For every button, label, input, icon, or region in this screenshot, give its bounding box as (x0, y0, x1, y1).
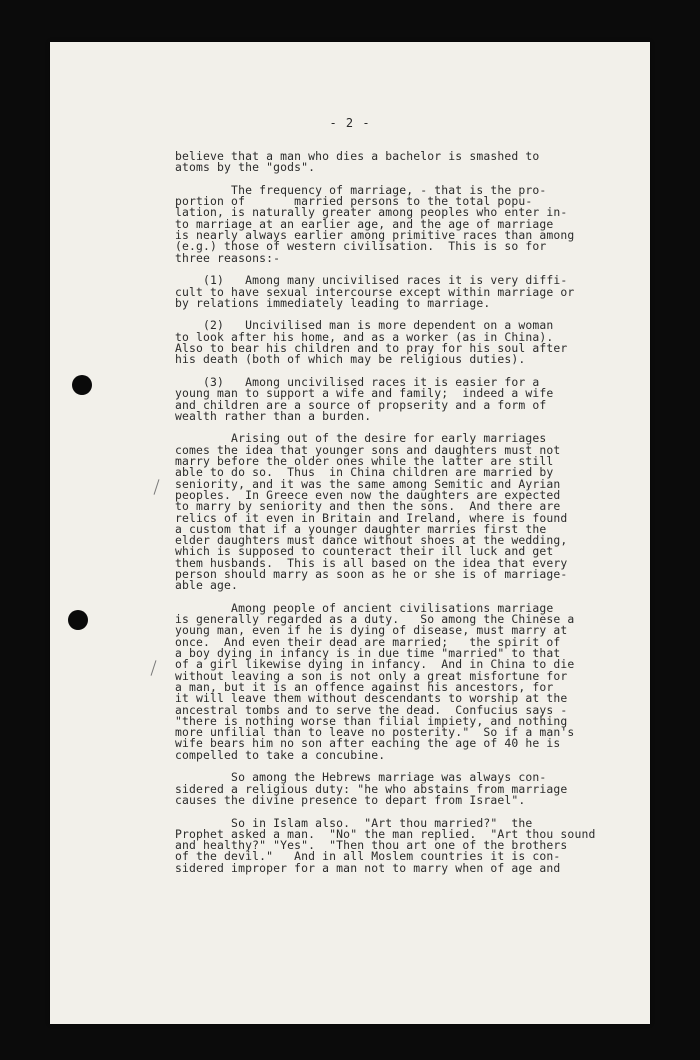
text-line: elder daughters must dance without shoes at the wedding, (175, 533, 568, 548)
text-line: three reasons:- (175, 250, 281, 265)
text-line: atoms by the "gods". (175, 160, 316, 175)
text-line: cult to have sexual intercourse except within marriage or (175, 284, 575, 299)
text-line: a boy dying in infancy is in due time "married" to that (175, 646, 561, 661)
text-line: (2) Uncivilised man is more dependent on a woman (175, 318, 554, 333)
text-line: of a girl likewise dying in infancy. And in China to die (175, 657, 575, 672)
text-line: and healthy?" "Yes". "Then thou art one of the brothers (175, 838, 568, 853)
text-line: to marry by seniority and then the sons. And there are (175, 499, 561, 514)
text-line: ancestral tombs and to serve the dead. Confucius says - (175, 702, 568, 717)
punch-hole-top (72, 375, 92, 395)
text-line: his death (both of which may be religious duties). (175, 352, 526, 367)
text-line: able to do so. Thus in China children are married by (175, 465, 554, 480)
text-line: (3) Among uncivilised races it is easier for a (175, 374, 540, 389)
text-line: and children are a source of propserity and a form of (175, 397, 547, 412)
text-line: of the devil." And in all Moslem countries it is con- (175, 849, 561, 864)
text-line: sidered a religious duty: "he who abstains from marriage (175, 781, 568, 796)
text-line: to marriage at an earlier age, and the age of marriage (175, 216, 554, 231)
text-line: seniority, and it was the same among Semitic and Ayrian (175, 476, 561, 491)
text-line: compelled to take a concubine. (175, 747, 386, 762)
punch-hole-bottom (68, 610, 88, 630)
document-page (50, 42, 650, 1024)
text-line: wife bears him no son after eaching the age of 40 he is (175, 736, 561, 751)
text-line: it will leave them without descendants to worship at the (175, 691, 568, 706)
text-line: without leaving a son is not only a great misfortune for (175, 668, 568, 683)
text-line: them husbands. This is all based on the idea that every (175, 555, 568, 570)
text-line: So among the Hebrews marriage was always con- (175, 770, 547, 785)
text-line: (1) Among many uncivilised races it is very diffi- (175, 273, 568, 288)
text-line: more unfilial than to leave no posterity." So if a man's (175, 725, 575, 740)
text-line: by relations immediately leading to marriage. (175, 295, 491, 310)
text-line: is nearly always earlier among primitive races than among (175, 228, 575, 243)
text-line: portion of married persons to the total popu- (175, 194, 533, 209)
text-line: peoples. In Greece even now the daughters are expected (175, 487, 561, 502)
text-line: sidered improper for a man not to marry when of age and (175, 860, 561, 875)
text-line: "there is nothing worse than filial impiety, and nothing (175, 713, 568, 728)
text-line: Also to bear his children and to pray for his soul after (175, 341, 568, 356)
text-line: young man to support a wife and family; indeed a wife (175, 386, 554, 401)
text-line: marry before the older ones while the latter are still (175, 454, 554, 469)
text-line: So in Islam also. "Art thou married?" the (175, 815, 533, 830)
text-line: which is supposed to counteract their ill luck and get (175, 544, 554, 559)
text-line: young man, even if he is dying of disease, must marry at (175, 623, 568, 638)
text-line: wealth rather than a burden. (175, 408, 372, 423)
text-line: causes the divine presence to depart from Israel". (175, 792, 526, 807)
text-line: Prophet asked a man. "No" the man replied. "Art thou sound (175, 826, 596, 841)
text-line: comes the idea that younger sons and daughters must not (175, 442, 561, 457)
text-line: a man, but it is an offence against his ancestors, for (175, 679, 554, 694)
text-line: relics of it even in Britain and Ireland, where is found (175, 510, 568, 525)
text-line: lation, is naturally greater among peoples who enter in- (175, 205, 568, 220)
margin-mark-1 (154, 479, 160, 495)
text-line: The frequency of marriage, - that is the pro- (175, 182, 547, 197)
text-line: person should marry as soon as he or she is of marriage- (175, 566, 568, 581)
page-number: - 2 - (329, 116, 371, 130)
text-line: Arising out of the desire for early marriages (175, 431, 547, 446)
body-text (175, 151, 603, 874)
text-line: (e.g.) those of western civilisation. This is so for (175, 239, 547, 254)
text-line: to look after his home, and as a worker (as in China). (175, 329, 554, 344)
text-line: Among people of ancient civilisations marriage (175, 600, 554, 615)
text-line: able age. (175, 578, 239, 593)
margin-mark-2 (151, 660, 157, 676)
text-line: once. And even their dead are married; the spirit of (175, 634, 561, 649)
text-line: is generally regarded as a duty. So among the Chinese a (175, 612, 575, 627)
text-line: believe that a man who dies a bachelor is smashed to (175, 149, 540, 163)
text-line: a custom that if a younger daughter marries first the (175, 521, 547, 536)
